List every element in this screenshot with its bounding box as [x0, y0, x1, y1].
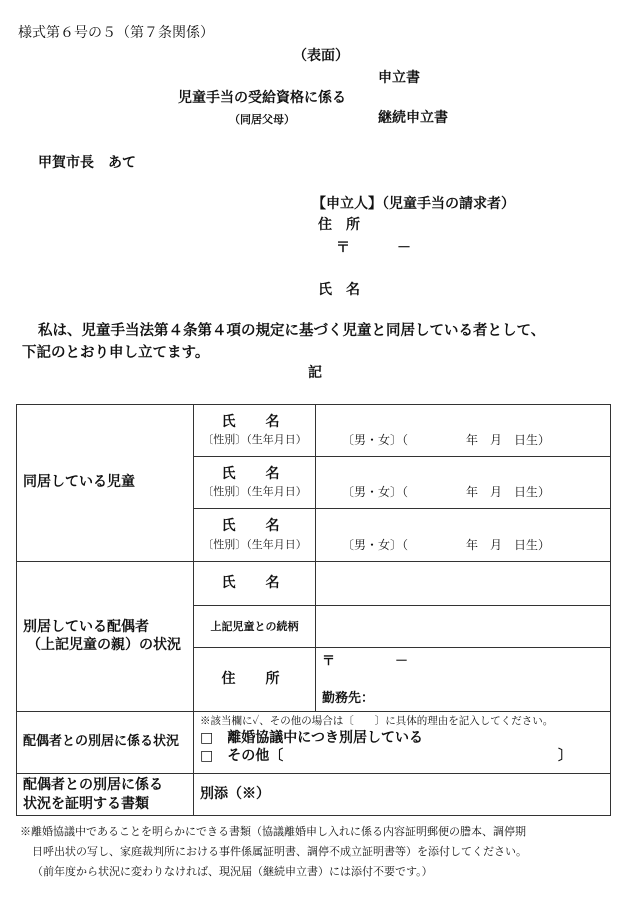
title-sub-prefix: （同居父母）	[229, 113, 295, 126]
proof-documents-label-line-2: 状況を証明する書類	[23, 795, 149, 812]
proof-documents-label	[17, 774, 194, 816]
separated-spouse-label-line-2: （上記児童の親）の状況	[27, 636, 181, 653]
child-gender: 〔男・女〕（	[342, 538, 409, 552]
child-birthdate: 年 月 日生）	[466, 485, 551, 499]
title-option-1: 申立書	[378, 70, 420, 86]
child-gender: 〔男・女〕（	[342, 433, 409, 447]
child-name-sublabel	[194, 405, 316, 457]
separation-status-label: 配偶者との別居に係る状況	[17, 712, 194, 774]
title-prefix: 児童手当の受給資格に係る	[178, 90, 346, 106]
child-name-label: 氏 名	[221, 518, 288, 535]
child-name-sublabel	[194, 457, 316, 509]
child-birthdate: 年 月 日生）	[466, 538, 551, 552]
child-value-cell[interactable]	[316, 405, 611, 457]
separated-spouse-label-line-1: 別居している配偶者	[23, 619, 149, 635]
footnote-line-2: 日呼出状の写し、家庭裁判所における事件係属証明書、調停不成立証明書等）を添付してください。	[32, 845, 527, 858]
spouse-address-label-cell	[194, 648, 316, 712]
title-option-2: 継続申立書	[378, 110, 448, 126]
separated-spouse-label	[17, 562, 194, 712]
spouse-workplace-label: 勤務先：	[322, 690, 375, 706]
child-row	[17, 405, 611, 457]
applicant-address-label: 住 所	[318, 217, 360, 233]
application-table	[16, 404, 611, 816]
spouse-relation-label: 上記児童との続柄	[194, 606, 316, 648]
child-name-label: 氏 名	[221, 413, 288, 430]
footnote-line-3: （前年度から状況に変わりなければ、現況届（継続申立書）には添付不要です。）	[32, 865, 433, 878]
side-label: （表面）	[293, 48, 349, 64]
spouse-relation-value[interactable]	[316, 606, 611, 648]
applicant-name-label: 氏 名	[318, 282, 360, 298]
spouse-postal-mark: 〒	[322, 654, 336, 669]
applicant-heading: 【申立人】（児童手当の請求者）	[312, 196, 515, 212]
proof-documents-value: 別添（※）	[194, 774, 611, 816]
option-other-close-bracket: 〕	[558, 747, 572, 764]
spouse-name-label: 氏 名	[221, 574, 288, 591]
spouse-address-value[interactable]	[316, 648, 611, 712]
separation-note: ※該当欄に✓、その他の場合は〔 〕に具体的理由を記入してください。	[200, 715, 554, 727]
addressee: 甲賀市長 あて	[38, 155, 136, 171]
option-other[interactable]	[194, 748, 610, 766]
child-value-cell[interactable]	[316, 457, 611, 509]
child-gender-birth-label: 〔性別〕（生年月日）	[202, 485, 307, 499]
spouse-postal-dash: －	[395, 654, 409, 669]
proof-documents-label-line-1: 配偶者との別居に係る	[23, 777, 163, 794]
separation-options-cell	[194, 712, 611, 774]
option-divorce-negotiation[interactable]: □ 離婚協議中につき別居している	[200, 730, 423, 747]
footnote-line-1: ※離婚協議中であることを明らかにできる書類（協議離婚申し入れに係る内容証明郵便の謄本、調停期	[20, 825, 526, 838]
proof-row	[17, 774, 611, 816]
child-value-cell[interactable]	[316, 509, 611, 562]
child-name-label: 氏 名	[221, 465, 288, 482]
separation-row	[17, 712, 611, 774]
spouse-postal-line	[322, 654, 408, 670]
child-birthdate: 年 月 日生）	[466, 433, 551, 447]
option-other-label: □ その他〔	[200, 747, 284, 764]
form-label: 様式第６号の５（第７条関係）	[18, 25, 214, 41]
child-name-sublabel	[194, 509, 316, 562]
declaration-line-1: 私は、児童手当法第４条第４項の規定に基づく児童と同居している者として、	[38, 322, 546, 339]
applicant-postal-mark: 〒	[336, 240, 350, 256]
cohabiting-children-label: 同居している児童	[17, 405, 194, 562]
spouse-name-label-cell	[194, 562, 316, 606]
child-gender-birth-label: 〔性別〕（生年月日）	[202, 537, 307, 551]
applicant-postal-dash: －	[397, 240, 411, 256]
declaration-line-2: 下記のとおり申し立てます。	[22, 344, 210, 361]
spouse-address-label: 住 所	[221, 670, 288, 687]
child-gender: 〔男・女〕（	[342, 485, 409, 499]
ki-label: 記	[308, 365, 322, 381]
spouse-name-value[interactable]	[316, 562, 611, 606]
spouse-name-row	[17, 562, 611, 606]
child-gender-birth-label: 〔性別〕（生年月日）	[202, 433, 307, 447]
